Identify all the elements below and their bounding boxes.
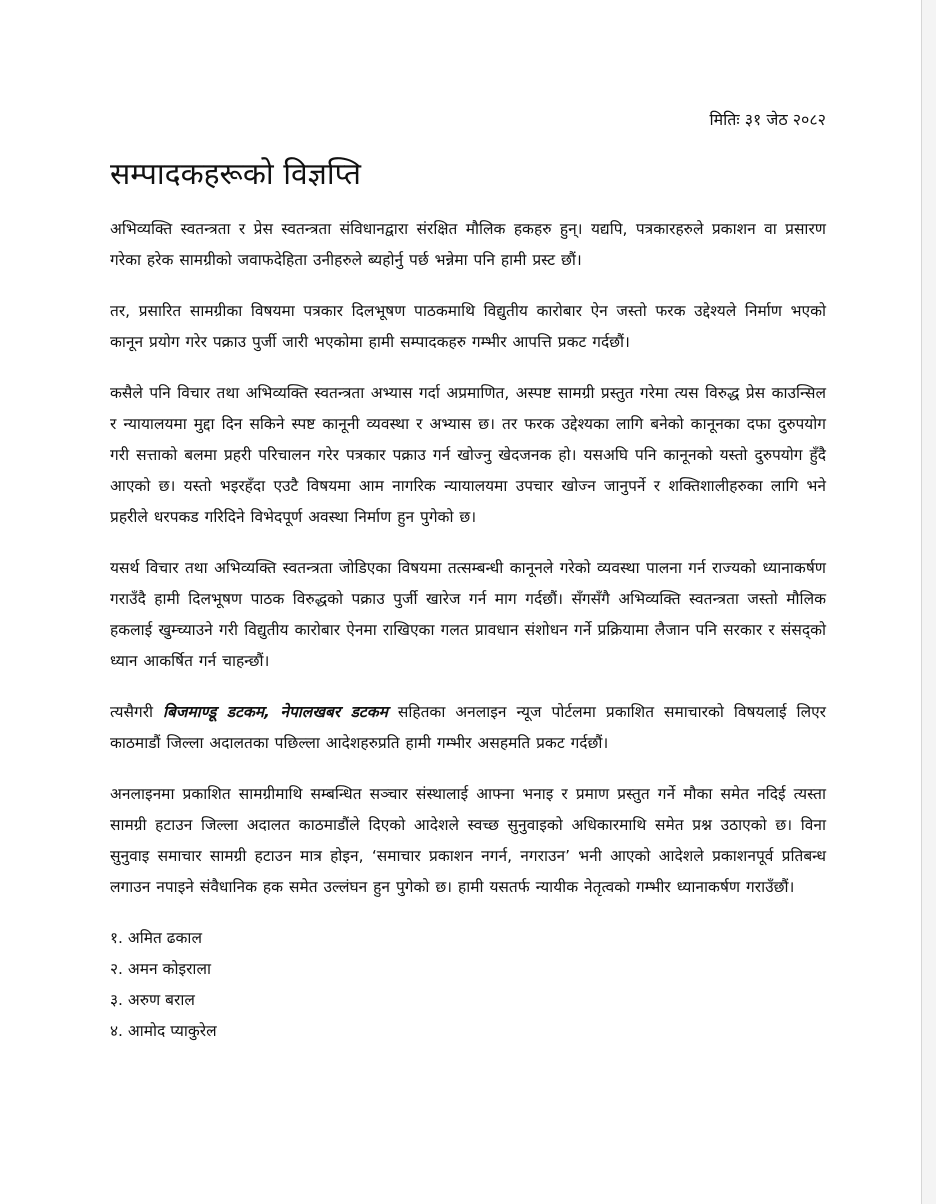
paragraph-4: यसर्थ विचार तथा अभिव्यक्ति स्वतन्त्रता जोडिएका विषयमा तत्सम्बन्धी कानूनले गरेको व्यवस्था पालना गर्न राज्यको ध्यानाकर्षण गराउँदै हामी दिलभूषण पाठक विरुद्धको पक्राउ पुर्जी खारेज गर्न माग गर्दछौं। सँगसँगै अभिव्यक्ति स्वतन्त्रता जस्तो मौलिक हकलाई खुम्च्याउने गरी विद्युतीय कारोबार ऐनमा राखिएका गलत प्रावधान संशोधन गर्ने प्रक्रियामा लैजान पनि सरकार र संसद्को ध्यान आकर्षित गर्न चाहन्छौं। bbox=[110, 559, 826, 670]
paragraph-2: तर, प्रसारित सामग्रीका विषयमा पत्रकार दिलभूषण पाठकमाथि विद्युतीय कारोबार ऐन जस्तो फरक उद्देश्यले निर्माण भएको कानून प्रयोग गरेर पक्राउ पुर्जी जारी भएकोमा हामी सम्पादकहरु गम्भीर आपत्ति प्रकट गर्दछौं। bbox=[110, 302, 826, 351]
page-title: सम्पादकहरूको विज्ञप्ति bbox=[110, 157, 362, 192]
paragraph-5-suffix: सहितका अनलाइन न्यूज पोर्टलमा प्रकाशित समाचारको विषयलाई लिएर काठमाडौं जिल्ला अदालतका पछिल्ला आदेशहरुप्रति हामी गम्भीर असहमति प्रकट गर्दछौं। bbox=[110, 703, 826, 752]
portal-names-emphasis: बिजमाण्डू डटकम, नेपालखबर डटकम bbox=[163, 703, 388, 721]
signatory-item: ४. आमोद प्याकुरेल bbox=[110, 1022, 217, 1040]
paragraph-5 bbox=[110, 697, 826, 759]
signatory-list bbox=[110, 923, 826, 1047]
document-body bbox=[110, 214, 826, 1047]
paragraph-5-prefix: त्यसैगरी bbox=[110, 703, 164, 721]
signatory-item: १. अमित ढकाल bbox=[110, 929, 202, 947]
paragraph-1: अभिव्यक्ति स्वतन्त्रता र प्रेस स्वतन्त्रता संविधानद्वारा संरक्षित मौलिक हकहरु हुन्। यद्यपि, पत्रकारहरुले प्रकाशन वा प्रसारण गरेका हरेक सामग्रीको जवाफदेहिता उनीहरुले ब्यहोर्नु पर्छ भन्नेमा पनि हामी प्रस्ट छौं। bbox=[110, 220, 826, 269]
page-edge bbox=[921, 0, 936, 1204]
signatory-item: २. अमन कोइराला bbox=[110, 960, 211, 978]
signatory-item: ३. अरुण बराल bbox=[110, 991, 195, 1009]
paragraph-6: अनलाइनमा प्रकाशित सामग्रीमाथि सम्बन्धित सञ्चार संस्थालाई आफ्ना भनाइ र प्रमाण प्रस्तुत गर्ने मौका समेत नदिई त्यस्ता सामग्री हटाउन जिल्ला अदालत काठमाडौंले दिएको आदेशले स्वच्छ सुनुवाइको अधिकारमाथि समेत प्रश्न उठाएको छ। विना सुनुवाइ समाचार सामग्री हटाउन मात्र होइन, ‘समाचार प्रकाशन नगर्न, नगराउन’ भनी आएको आदेशले प्रकाशनपूर्व प्रतिबन्ध लगाउन नपाइने संवैधानिक हक समेत उल्लंघन हुन पुगेको छ। हामी यसतर्फ न्यायीक नेतृत्वको गम्भीर ध्यानाकर्षण गराउँछौं। bbox=[110, 785, 826, 896]
paragraph-3: कसैले पनि विचार तथा अभिव्यक्ति स्वतन्त्रता अभ्यास गर्दा अप्रमाणित, अस्पष्ट सामग्री प्रस्तुत गरेमा त्यस विरुद्ध प्रेस काउन्सिल र न्यायालयमा मुद्दा दिन सकिने स्पष्ट कानूनी व्यवस्था र अभ्यास छ। तर फरक उद्देश्यका लागि बनेको कानूनका दफा दुरुपयोग गरी सत्ताको बलमा प्रहरी परिचालन गरेर पत्रकार पक्राउ गर्न खोज्नु खेदजनक हो। यसअघि पनि कानूनको यस्तो दुरुपयोग हुँदै आएको छ। यस्तो भइरहँदा एउटै विषयमा आम नागरिक न्यायालयमा उपचार खोज्न जानुपर्ने र शक्तिशालीहरुका लागि भने प्रहरीले धरपकड गरिदिने विभेदपूर्ण अवस्था निर्माण हुन पुगेको छ। bbox=[110, 384, 826, 526]
date-line: मितिः ३१ जेठ २०८२ bbox=[709, 110, 826, 129]
